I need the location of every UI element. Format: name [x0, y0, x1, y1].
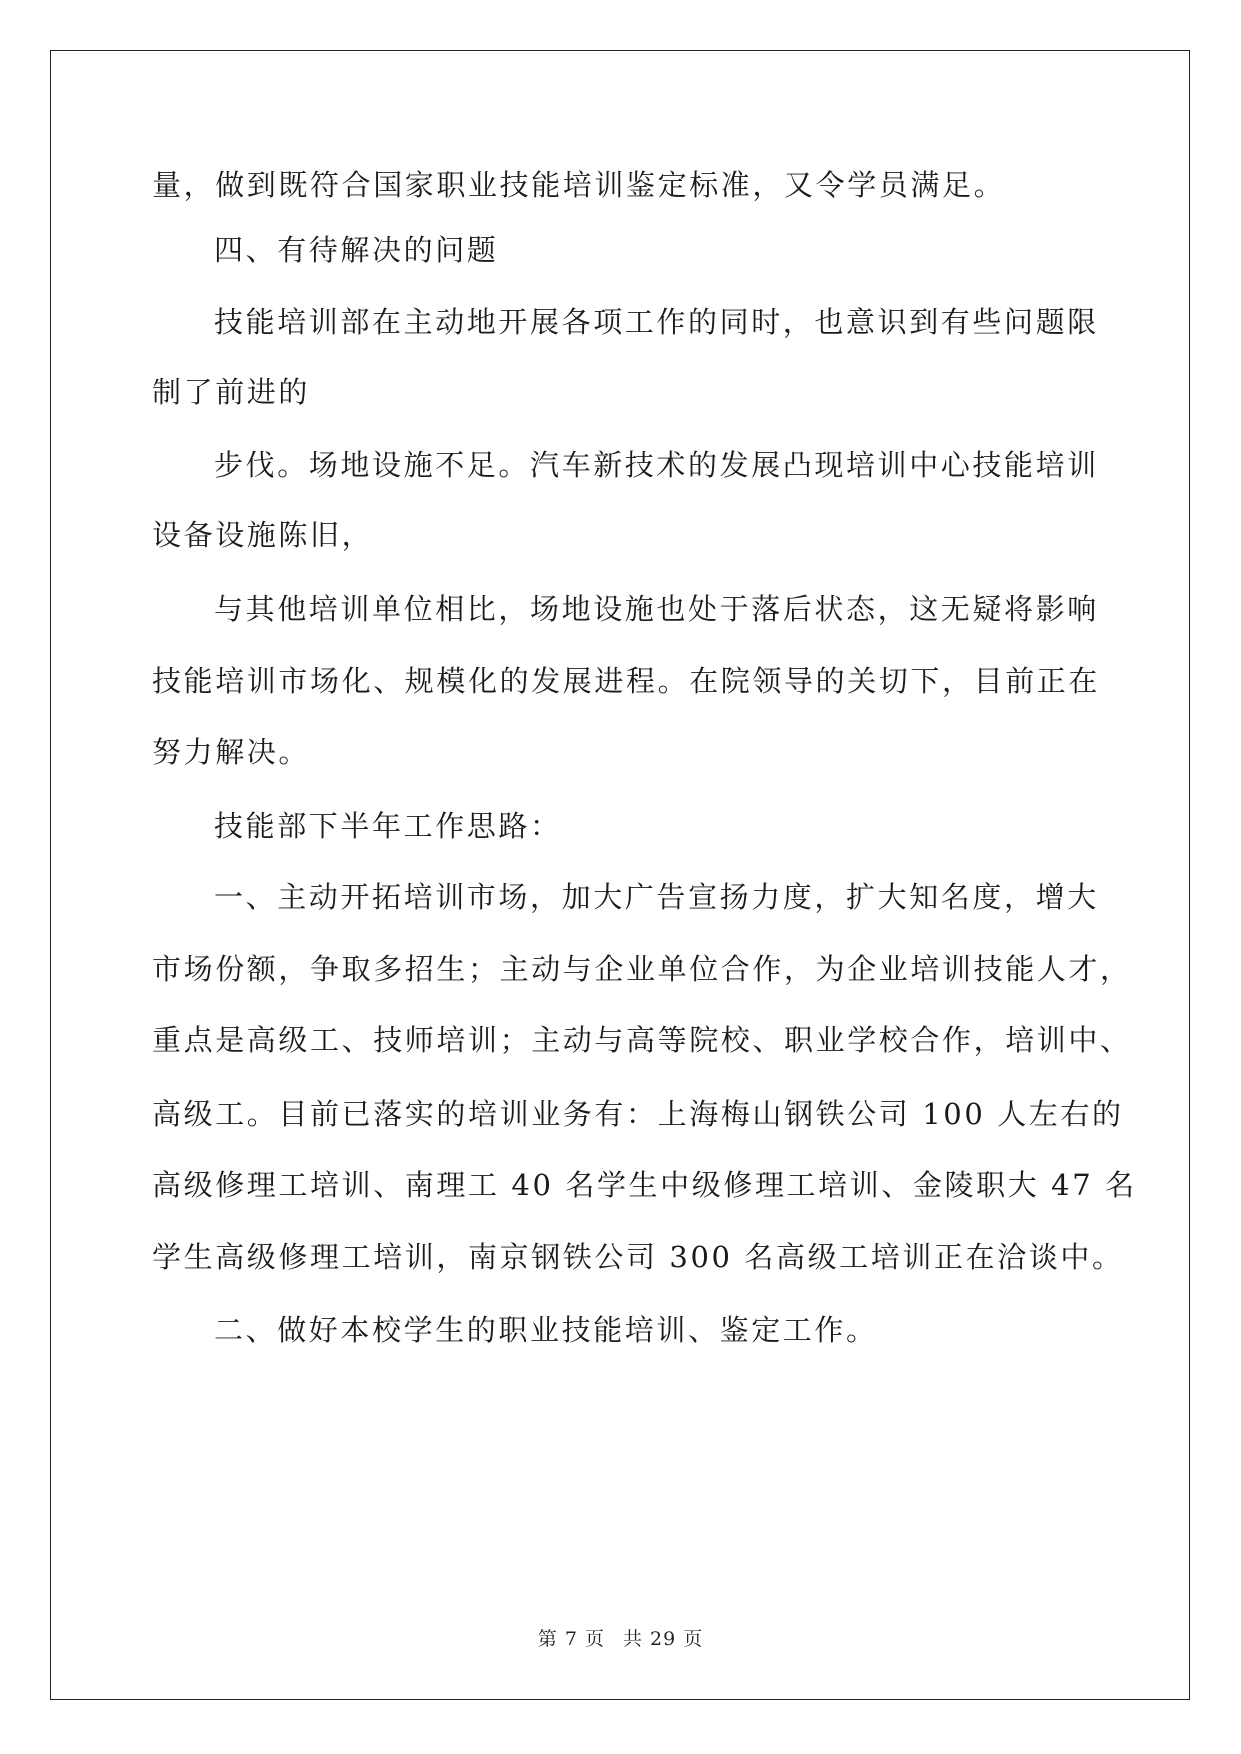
text-line: 技能培训市场化、规模化的发展进程。在院领导的关切下，目前正在 [152, 664, 1101, 698]
text-line: 设备设施陈旧， [152, 518, 374, 552]
text-line: 市场份额，争取多招生；主动与企业单位合作，为企业培训技能人才， [152, 952, 1132, 986]
text-line: 学生高级修理工培训，南京钢铁公司 300 名高级工培训正在洽谈中。 [152, 1240, 1124, 1274]
page-footer [0, 1624, 1241, 1651]
section-heading: 四、有待解决的问题 [214, 233, 499, 267]
text-line: 高级工。目前已落实的培训业务有：上海梅山钢铁公司 100 人左右的 [152, 1097, 1124, 1131]
text-line: 量，做到既符合国家职业技能培训鉴定标准，又令学员满足。 [152, 168, 1006, 202]
section-heading: 技能部下半年工作思路： [214, 809, 562, 843]
page-border [50, 50, 1190, 1700]
text-line: 与其他培训单位相比，场地设施也处于落后状态，这无疑将影响 [214, 592, 1099, 626]
text-line: 重点是高级工、技师培训；主动与高等院校、职业学校合作，培训中、 [152, 1023, 1132, 1057]
page-number: 第 7 页 [537, 1628, 605, 1650]
page-total: 共 29 页 [622, 1628, 704, 1650]
text-line: 高级修理工培训、南理工 40 名学生中级修理工培训、金陵职大 47 名 [152, 1168, 1137, 1202]
text-line: 制了前进的 [152, 375, 311, 409]
text-line: 步伐。场地设施不足。汽车新技术的发展凸现培训中心技能培训 [214, 448, 1099, 482]
text-line: 技能培训部在主动地开展各项工作的同时，也意识到有些问题限 [214, 305, 1099, 339]
section-heading: 二、做好本校学生的职业技能培训、鉴定工作。 [214, 1313, 878, 1347]
text-line: 一、主动开拓培训市场，加大广告宣扬力度，扩大知名度，增大 [214, 880, 1099, 914]
text-line: 努力解决。 [152, 735, 311, 769]
